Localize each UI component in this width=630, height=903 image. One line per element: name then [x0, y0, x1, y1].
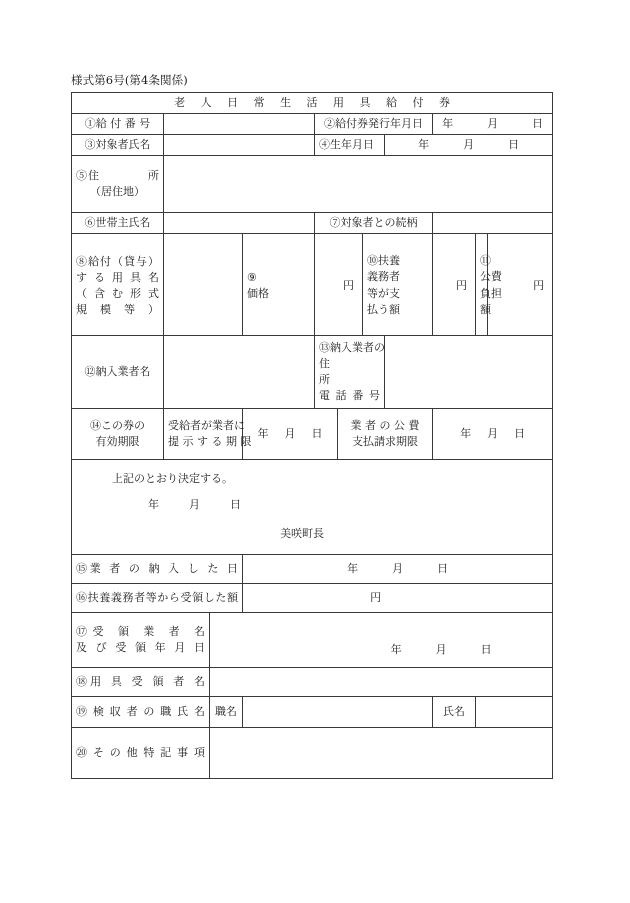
row-equipment-and-amounts — [72, 233, 553, 335]
label-inspector: ⑲検収者の職氏名 — [72, 696, 210, 727]
row-inspector — [72, 696, 553, 727]
label-benefit-number: ①給 付 番 号 — [72, 113, 164, 134]
day-unit: 日 — [514, 426, 526, 440]
row-recipient-name — [72, 134, 553, 155]
label-dependent-payment — [363, 233, 433, 335]
year-unit: 年 — [148, 497, 159, 511]
year-unit: 年 — [390, 642, 402, 656]
day-unit: 日 — [437, 561, 449, 575]
dependent-payment-lines: ⑩扶養 義務者 等が支 払う額 — [367, 253, 400, 317]
year-unit: 年 — [442, 116, 454, 130]
year-unit: 年 — [418, 137, 430, 151]
decision-statement: 上記のとおり決定する。 — [112, 471, 233, 485]
value-remarks[interactable] — [210, 727, 553, 778]
form-title-text: 老 人 日 常 生 活 用 具 給 付 券 — [174, 96, 457, 109]
label-relationship: ⑦対象者との続柄 — [315, 212, 433, 233]
value-recipient-name[interactable] — [164, 134, 315, 155]
yen-unit: 円 — [343, 278, 354, 292]
issue-date-ymd — [437, 116, 548, 132]
label-delivery-date: ⑮業 者 の 納 入 し た 日 — [72, 554, 243, 583]
label-supplier-address: ⑬納入業者の 住 所 電 話 番 号 — [315, 335, 385, 408]
label-claim-deadline: 業 者 の 公 費 支払請求期限 — [338, 408, 433, 459]
value-supplier-address[interactable] — [385, 335, 553, 408]
value-birth-date[interactable] — [385, 134, 553, 155]
yen-unit: 円 — [533, 278, 545, 292]
month-unit: 月 — [435, 642, 447, 656]
label-price: ⑨ 価格 — [243, 233, 315, 335]
value-relationship[interactable] — [433, 212, 553, 233]
birth-date-ymd — [389, 137, 548, 153]
value-equipment-name[interactable] — [164, 233, 243, 335]
label-receiving-supplier: ⑰受 領 業 者 名 及び受領年月日 — [72, 612, 210, 667]
value-address[interactable] — [164, 155, 553, 212]
value-present-deadline[interactable] — [243, 408, 338, 459]
month-unit: 月 — [284, 426, 296, 440]
label-equipment-receiver: ⑱用 具 受 領 者 名 — [72, 667, 210, 696]
row-benefit-number — [72, 113, 553, 134]
issuing-authority: 美咲町長 — [280, 527, 325, 541]
value-inspector-title[interactable] — [243, 696, 433, 727]
year-unit: 年 — [460, 426, 472, 440]
value-issue-date[interactable] — [433, 113, 553, 134]
value-inspector-name[interactable] — [476, 696, 553, 727]
row-received-amount — [72, 583, 553, 612]
delivery-date-ymd — [247, 561, 548, 577]
benefit-voucher-form — [71, 92, 553, 779]
day-unit: 日 — [508, 137, 520, 151]
value-dependent-payment[interactable] — [433, 233, 476, 335]
form-title-row — [72, 93, 553, 114]
label-public-burden — [476, 233, 502, 335]
row-address — [72, 155, 553, 212]
row-equipment-receiver — [72, 667, 553, 696]
label-issue-date: ②給付券発行年月日 — [315, 113, 433, 134]
decision-block — [72, 459, 553, 554]
row-decision — [72, 459, 553, 554]
value-equipment-receiver[interactable] — [210, 667, 553, 696]
form-title — [72, 93, 553, 114]
month-unit: 月 — [487, 116, 499, 130]
form-code-caption: 様式第6号(第4条関係) — [71, 73, 188, 87]
row-receiving-supplier — [72, 612, 553, 667]
month-unit: 月 — [392, 561, 404, 575]
value-received-amount[interactable] — [243, 583, 553, 612]
value-benefit-number[interactable] — [164, 113, 315, 134]
row-delivery-date — [72, 554, 553, 583]
row-householder — [72, 212, 553, 233]
value-receiving-supplier[interactable] — [210, 612, 553, 667]
yen-unit: 円 — [456, 278, 467, 292]
label-address: ⑤住 所 （居住地） — [72, 155, 164, 212]
value-public-burden[interactable] — [488, 233, 553, 335]
label-received-amount: ⑯扶養義務者等から受領した額 — [72, 583, 243, 612]
label-birth-date: ④生年月日 — [315, 134, 385, 155]
row-remarks — [72, 727, 553, 778]
value-price[interactable] — [315, 233, 363, 335]
day-unit: 日 — [311, 426, 323, 440]
decision-date-ymd — [76, 497, 548, 513]
yen-unit: 円 — [370, 590, 382, 604]
label-equipment-name: ⑧給付（貸与） する用具名 （含む形式 規 模 等 ） — [72, 233, 164, 335]
label-inspector-name: 氏名 — [433, 696, 476, 727]
public-burden-lines: ⑪ 公費 負担 額 — [480, 253, 502, 317]
label-present-deadline: 受給者が業者に 提 示 す る 期 限 — [164, 408, 243, 459]
value-supplier-name[interactable] — [164, 335, 315, 408]
year-unit: 年 — [347, 561, 359, 575]
label-inspector-title: 職名 — [210, 696, 243, 727]
claim-deadline-ymd — [437, 426, 548, 442]
label-voucher-validity: ⑭この券の 有効期限 — [72, 408, 164, 459]
month-unit: 月 — [463, 137, 475, 151]
label-recipient-name: ③対象者氏名 — [72, 134, 164, 155]
label-remarks: ⑳その他特記事項 — [72, 727, 210, 778]
day-unit: 日 — [480, 642, 492, 656]
value-householder-name[interactable] — [164, 212, 315, 233]
present-deadline-ymd — [247, 426, 333, 442]
receipt-date-ymd — [214, 642, 548, 658]
value-delivery-date[interactable] — [243, 554, 553, 583]
day-unit: 日 — [230, 497, 241, 511]
row-validity — [72, 408, 553, 459]
month-unit: 月 — [487, 426, 499, 440]
month-unit: 月 — [189, 497, 200, 511]
label-supplier-name: ⑫納入業者名 — [72, 335, 164, 408]
year-unit: 年 — [257, 426, 269, 440]
day-unit: 日 — [532, 116, 544, 130]
row-supplier — [72, 335, 553, 408]
label-householder-name: ⑥世帯主氏名 — [72, 212, 164, 233]
value-claim-deadline[interactable] — [433, 408, 553, 459]
